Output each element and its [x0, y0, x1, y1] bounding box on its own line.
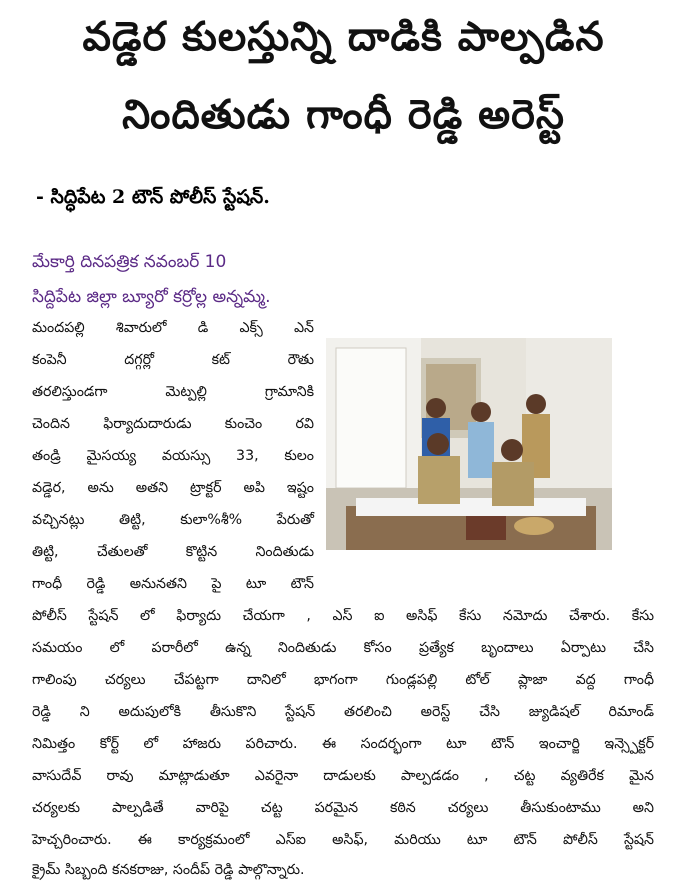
body-line: చెందిన ఫిర్యాదుదారుడు కుంచెం రవి — [32, 416, 314, 432]
body-line: తిట్టి, చేతులతో కొట్టిన నిందితుడు — [32, 544, 314, 560]
body-line: కంపెనీ దగ్గర్లో కట్ రౌతు — [32, 352, 314, 368]
body-line: వాసుదేవ్ రావు మాట్లాడుతూ ఎవరైనా దాడులకు పాల్పడడం , చట్ట వ్యతిరేక మైన — [32, 768, 654, 784]
body-line: తండ్రి మైసయ్య వయస్సు 33, కులం — [32, 448, 314, 464]
news-photo — [326, 338, 612, 550]
body-line: క్రైమ్ సిబ్బంది కనకరాజు, సందీప్ రెడ్డి పాల్గొన్నారు. — [32, 862, 305, 878]
body-line: హెచ్చరించారు. ఈ కార్యక్రమంలో ఎస్ఐ అసిఫ్, మరియు టూ టౌన్ పోలీస్ స్టేషన్ — [32, 832, 654, 848]
body-line: చర్యలకు పాల్పడితే వారిపై చట్ట పరమైన కఠిన చర్యలు తీసుకుంటాము అని — [32, 800, 654, 816]
body-line: గాంధీ రెడ్డి అనునతని పై టూ టౌన్ — [32, 576, 314, 592]
headline-line-1: వడ్డెర కులస్తున్ని దాడికి పాల్పడిన — [82, 14, 605, 60]
subheadline: - సిద్ధిపేట 2 టౌన్ పోలీస్ స్టేషన్. — [36, 186, 270, 208]
byline-date: మేకార్తి దినపత్రిక నవంబర్ 10 — [32, 252, 227, 272]
body-line: నిమిత్తం కోర్ట్ లో హాజరు పరిచారు. ఈ సందర్భంగా టూ టౌన్ ఇంచార్జి ఇన్స్పెక్టర్ — [32, 736, 654, 752]
body-line: వడ్డెర, అను అతని ట్రాక్టర్ అపి ఇష్టం — [32, 480, 314, 496]
body-line: గాలింపు చర్యలు చేపట్టగా దానిలో భాగంగా గుండ్లపల్లి టోల్ ప్లాజా వద్ద గాంధీ — [32, 672, 654, 688]
body-line: మందపల్లి శివారులో డి ఎక్స్ ఎన్ — [32, 320, 314, 336]
byline-reporter: సిద్దిపేట జిల్లా బ్యూరో కర్రోల్ల అన్నమ్మ. — [32, 287, 271, 307]
body-line: తరలిస్తుండగా మెట్పల్లి గ్రామానికి — [32, 384, 314, 400]
headline-line-2: నిందితుడు గాంధీ రెడ్డి అరెస్ట్ — [122, 92, 565, 138]
body-line: రెడ్డి ని అదుపులోకి తీసుకొని స్టేషన్ తరలించి అరెస్ట్ చేసి జ్యుడిషల్ రిమాండ్ — [32, 704, 654, 720]
body-line: వచ్చినట్లు తిట్టి, కులా%శీ% పేరుతో — [32, 512, 314, 528]
body-line: సమయం లో పరారీలో ఉన్న నిందితుడు కోసం ప్రత్యేక బృందాలు ఏర్పాటు చేసి — [32, 640, 654, 656]
body-line: పోలీస్ స్టేషన్ లో ఫిర్యాదు చేయగా , ఎస్ ఐ అసిఫ్ కేసు నమోదు చేశారు. కేసు — [32, 608, 654, 624]
